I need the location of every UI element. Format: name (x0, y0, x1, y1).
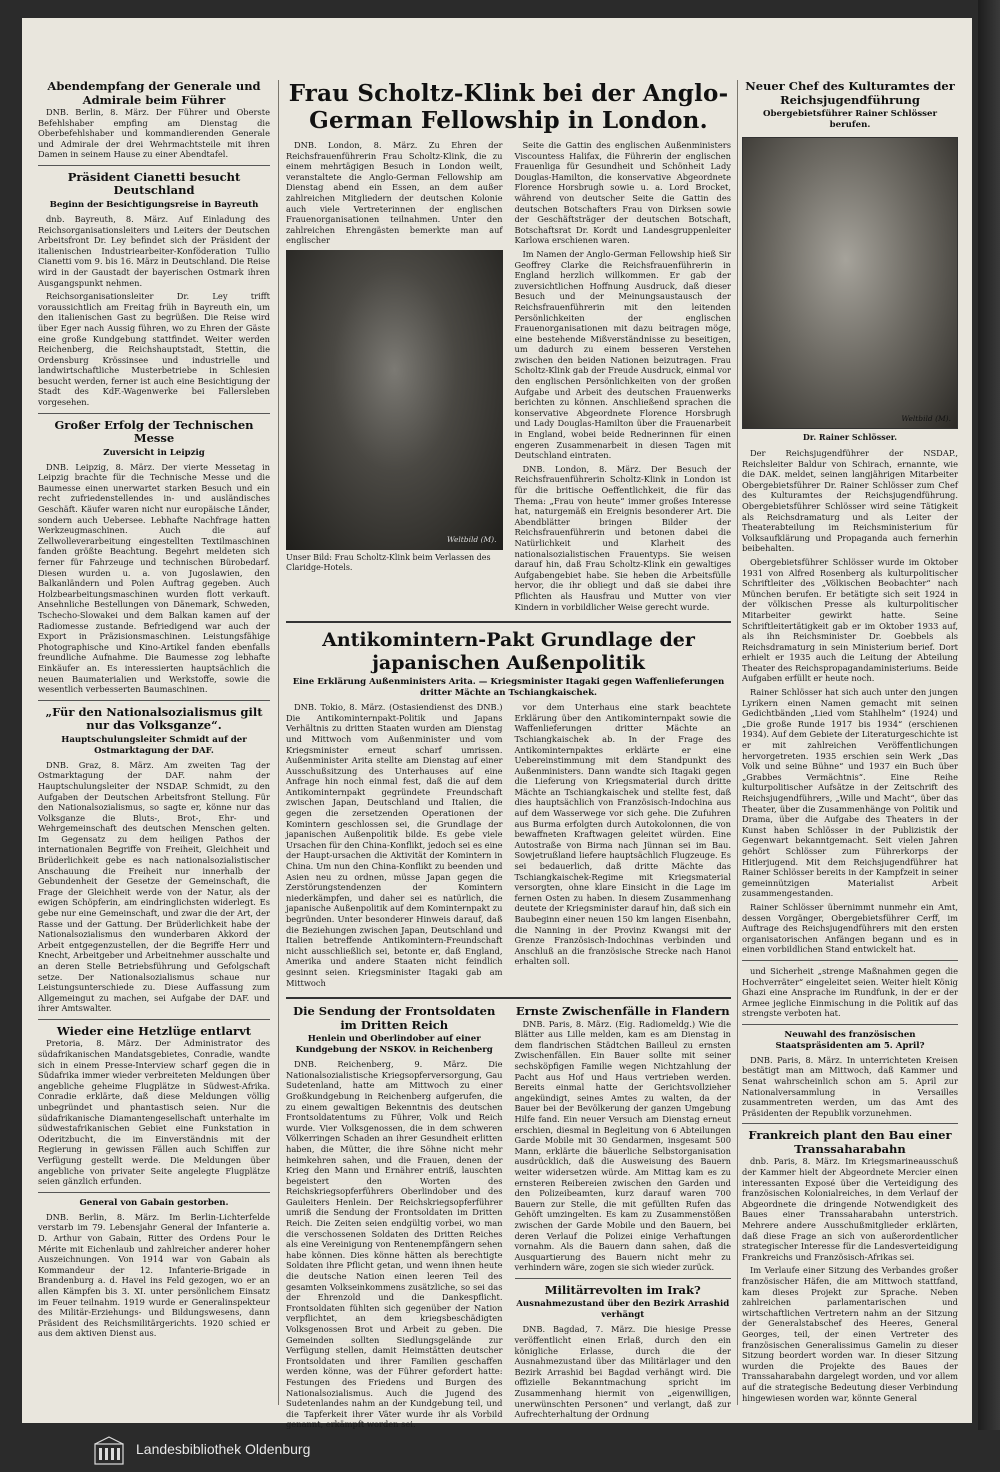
portrait-photo (742, 137, 958, 429)
article-headline: Die Sendung der Frontsoldaten im Dritten Reich (293, 1004, 496, 1032)
article-text: DNB. Tokio, 8. März. (Ostasiendienst des DNB.) Die Antikominternpakt-Politik und Japans Verhältnis zu dritten Staaten wurden am Dienstag und Mittwoch vom Außenminister und vom Kriegsminister erneut scharf umrissen. Außenminister Arita stellte am Dienstag auf einer Ausschußsitzung des Unterhauses auf eine Anfrage hin noch einmal fest, daß die auf dem Antikominternpakt gegründete Freundschaft zwischen Japan, Deutschland und Italien, die gegen die zersetzenden Operationen der Komintern geschlossen sei, die Grundlage der japanischen Außenpolitik bilde. Es gebe viele Ursachen für den China-Konflikt, jedoch sei es eine der Haupt-ursachen die Aktivität der Komintern in China. Um nun den China-Konflikt zu beenden und Asien neu zu ordnen, müsse Japan gegen die Zerstörungstendenzen der Komintern niederkämpfen, und daher sei es natürlich, die japanische Außenpolitik auf dem Kominternpakt zu begründen. Unter besonderer Hinweis darauf, daß die Beziehungen zwischen Japan, Deutschland und Italien betreffende Antikomintern-Freundschaft nicht ausschließlich sei, betonte er, daß England, Amerika und andere Staaten nicht feindlich gesinnt seien. Kriegsminister Itagaki gab am Mittwoch (286, 702, 503, 988)
article-headline: Neuer Chef des Kulturamtes der Reichsjugendführung (745, 79, 955, 107)
article-subheadline: Ausnahmezustand über den Bezirk Arrashid verhängt (516, 1299, 730, 1321)
article-text: Der Reichsjugendführer der NSDAP., Reichsleiter Baldur von Schirach, ernannte, wie die DAK. meldet, seinen langjährigen Mitarbeiter Obergebietsführer Dr. Rainer Schlösser zum Chef des Kulturamtes der Reichsjugendführung. Obergebietsführer Schlösser wird seine Tätigkeit als Reichsdramaturg und als Leiter der Theaterabteilung im Reichsministerium für Volksaufklärung und Propaganda auch fernerhin beibehalten. (742, 448, 958, 554)
article-text: DNB. Graz, 8. März. Am zweiten Tag der Ostmarktagung der DAF. nahm der Hauptschulungsleiter der NSDAP. Schmidt, zu den Aufgaben der Deutschen Arbeitsfront Stellung. Für den Nationalsozialismus, so sagte er, könne nur das Volksganze die Bluts-, Brot-, Ehr- und Wehrgemeinschaft des deutschen Menschen gelten. Im Gegensatz zu dem heiligen Pathos der internationalen Begriffe von Freiheit, Gleichheit und Brüderlichkeit gebe es nach nationalsozialistischer Anschauung die Freiheit nur innerhalb der Gebundenheit der Gesetze der Gemeinschaft, die Frage der Gleichheit werde von der Natur, als der ewigen Schöpferin, am eindringlichsten widerlegt. Es gebe nur eine Gemeinschaft, und zwar die der Art, der Rasse und der Gattung. Der Brüderlichkeit habe der Nationalsozialismus den wunderbaren Akkord der Arbeit entgegenzustellen, der die Begriffe Herr und Knecht, Arbeitgeber und Arbeitnehmer ausschalte und an deren Stelle Betriebsführung und Gefolgschaft setze. Der Nationalsozialismus schaue nur Leistungsunterschiede zu. Diese Auffassung zum Allgemeingut zu machen, sei Aufgabe der DAF. und ihrer Amtswalter. (38, 759, 270, 1014)
book-spine (978, 0, 1000, 1440)
article-text: DNB. Paris, 8. März. (Eig. Radiomeldg.) Wie die Blätter aus Lille melden, kam es am Dienstag in dem flandrischen Städtchen Bailleul zu ernsten Zwischenfällen. Ein Bauer sollte mit seiner sechsköpfigen Familie wegen Nichtzahlung der Pacht aus Hof und Haus vertrieben werden. Bereits einmal hatte der Gerichtsvollzieher angekündigt, seines Amtes zu walten, da der Bauer bei der Bevölkerung der ganzen Umgebung Hilfe fand. Ein neuer Versuch am Dienstag erneut erschien, diesmal in Begleitung von 6 Abteilungen Garde Mobile mit 30 Gendarmen, insgesamt 500 Mann, erklärte die bäuerliche Selbstorganisation ausdrücklich, daß die Ausweisung des Bauern weiter widersetzen würde. Am Mittag kam es zu ernsteren Reibereien zwischen den Garden und den Polizeibeamten, kurz darauf waren 700 Bauern zur Stelle, die mit gefüllten Rufen das Gehöft umzingelten. Es kam zu Zusammenstößen zwischen der Garde Mobile und den Bauern, bei deren Verlauf die Polizei einige Verhaftungen vornahm. Als die Bauern dann sahen, daß die Ausquartierung des Bauern nicht mehr zu verhindern wäre, zogen sie sich wieder zurück. (514, 1018, 731, 1273)
article-subheadline: Obergebietsführer Rainer Schlösser berufen. (763, 109, 937, 130)
article-text: Obergebietsführer Schlösser wurde im Oktober 1931 von Alfred Rosenberg als kulturpolitischer Schriftleiter des „Völkischen Beobachter“ nach München berufen. Er betätigte sich seit 1924 in der völkischen Presse als kulturpolitischer Mitarbeiter gewirkt hatte. Seine Schriftleitertätigkeit gab er im Oktober 1933 auf, als ihn Reichsminister Dr. Goebbels als Reichsdramaturg in sein Ministerium berief. Dort erhielt er 1935 auch die Leitung der Abteilung Theater des Reichspropagandaministeriums. Beide Aufgaben erfüllt er heute noch. (742, 556, 958, 684)
photo-caption: Dr. Rainer Schlösser. (802, 432, 898, 442)
article-text: DNB. Leipzig, 8. März. Der vierte Messetag in Leipzig brachte für die Technische Messe und die Baumesse einen unerwartet starken Besuch und ein recht zufriedenstellendes in- und ausländisches Geschäft. Käufer waren nicht nur europäische Länder, sondern auch Uebersee. Lebhafte Nachfrage hatten Werkzeugmaschinen. Auch die auf Zellwolleverarbeitung eingestellten Textilmaschinen fanden größte Beachtung. Begehrt meldeten sich ferner für Fahrzeuge und technischen Bürobedarf. Diesen wurden u. a. von Jugoslawien, den Balkanländern und Polen Auftrag gegeben. Auch Holzbearbeitungsmaschinen wurden flott verkauft. Ansehnliche Bestellungen von Dänemark, Schweden, Tschecho-Slowakei und dem Balkan kamen auf der Radiomesse zustande. Befriedigend war auch der Export in Präzisionsmaschinen. Leistungsfähige Photographische und Kino-Artikel fanden ebenfalls freundliche Aufnahme. Die Baumesse zog lebhafte Einkäufer an. Es interessierten hauptsächlich die neuen Baumaterialien und Werkstoffe, sowie die wesentlich verbesserten Baumaschinen. (38, 461, 270, 695)
center-column (286, 80, 731, 1430)
divider (742, 1024, 958, 1025)
divider (38, 1019, 270, 1020)
article-text: Seite die Gattin des englischen Außenministers Viscountess Halifax, die Führerin der englischen Frauenliga für Gesundheit und Schönheit Lady Douglas-Hamilton, die konservative Abgeordnete Florence Horsbrugh sowie u. a. Lord Brocket, während von deutscher Seite die Gattin des deutschen Botschafters Frau von Dirksen sowie der Geschäftsträger der deutschen Botschaft, Botschaftsrat Dr. Kordt und Landesgruppenleiter Karlowa erschienen waren. (514, 140, 731, 246)
photo-caption: Unser Bild: Frau Scholtz-Klink beim Verlassen des Claridge-Hotels. (286, 552, 491, 572)
article-text: Im Verlaufe einer Sitzung des Verbandes großer französischer Häfen, die am Mittwoch stattfand, kam dieses Projekt zur Sprache. Neben zahlreichen parlamentarischen und wirtschaftlichen Vertretern nahm an der Sitzung der Generalstabschef des Heeres, General Georges, teil, der einen Vertreter des französischen Generalissimus Gamelin zu dieser Sitzung beordert worden war. In dieser Sitzung wurden die Projekte des Baues der Transsaharabahn dargelegt worden, und vor allem auf die strategische Bedeutung dieser Verbindung hingewiesen worden war, könnte General (742, 1265, 958, 1403)
article-text: DNB. Berlin, 8. März. Im Berlin-Lichterfelde verstarb im 79. Lebensjahr General der Infanterie a. D. Arthur von Gabain, Ritter des Ordens Pour le Mérite mit Eichenlaub und zahlreicher anderer hoher Auszeichnungen. Von 1914 war von Gabain als Kommandeur der 12. Infanterie-Brigade in Brandenburg a. d. Havel ins Feld gezogen, wo er an allen Kämpfen bis 3. XI. unter persönlichem Einsatz im Feuer teilnahm. 1919 wurde er Generalinspekteur des Militär-Erziehungs- und Bildungswesens, dann Präsident des Reichsmilitärgerichts. 1920 schied er aus dem aktiven Dienst aus. (38, 1211, 270, 1339)
article-subheadline: Beginn der Besichtigungsreise in Bayreuth (49, 199, 259, 210)
library-logo-icon (94, 1436, 124, 1466)
article-text: dnb. Paris, 8. März. Im Kriegsmarineausschuß der Kammer hielt der Abgeordnete Mercier einen interessanten Exposé über die Verteidigung des französischen Kolonialreiches, in dem Verlauf der Abgeordnete die dringende Notwendigkeit des Baues einer Transsaharabahn unterstrich. Mehrere andere Ausschußmitglieder erklärten, daß diese Frage an sich von außerordentlicher strategischer Interesse für die Landesverteidigung Frankreichs und Französisch-Afrikas sei. (742, 1156, 958, 1262)
divider (515, 1278, 732, 1279)
article-text: dnb. Bayreuth, 8. März. Auf Einladung des Reichsorganisationsleiters und Leiters der Deutschen Arbeitsfront Dr. Ley befindet sich der Präsident der italienischen Industriearbeiter-Konföderation Tullio Cianetti vom 9. bis 16. März in Deutschland. Die Reise wird in der Gaustadt der bayerischen Ostmark ihren Ausgangspunkt nehmen. (38, 213, 270, 288)
article-headline: Frankreich plant den Bau einer Transsaharabahn (748, 1128, 952, 1156)
divider (742, 960, 958, 961)
column-rule (278, 80, 279, 1405)
main-headline: Frau Scholtz-Klink bei der Anglo-German Fellowship in London. (288, 80, 729, 134)
article-text: Rainer Schlösser übernimmt nunmehr ein Amt, dessen Vorgänger, Obergebietsführer Cerff, im Auftrage des Reichsjugendführers mit den ersten organisatorischen Anfängen begann und es in einen vorbildlichen Stand entwickelt hat. (742, 901, 958, 955)
article-headline: Neuwahl des französischen Staatspräsidenten am 5. April? (775, 1029, 925, 1051)
article-text: DNB. Berlin, 8. März. Der Führer und Oberste Befehlshaber empfing am Dienstag die Oberbefehlshaber und kommandierenden Generale und Admirale der drei Wehrmachtsteile mit ihren Damen in seinem Hause zu einer Abendtafel. (38, 107, 270, 160)
article-text: und Sicherheit „strenge Maßnahmen gegen die Hochverräter“ eingeleitet seien. Weiter hielt König Ghazi eine Ansprache im Rundfunk, in der er der Armee jegliche Einmischung in die Politik auf das strengste verboten hat. (742, 965, 958, 1019)
article-text: Rainer Schlösser hat sich auch unter den jungen Lyrikern einen Namen gemacht mit seinen Gedichtbänden „Lied vom Stahlhelm“ (1924) und „Die große Runde 1917 bis 1934“ (erschienen 1934). Auf dem Gebiete der Literaturgeschichte ist er mit zahlreichen Veröffentlichungen hervorgetreten. 1935 erschien sein Werk „Das Volk und seine Bühne“ und 1937 ein Buch über „Grabbes Vermächtnis“. Eine Reihe kulturpolitischer Aufsätze in der Zeitschrift des Reichsjugendführers, „Wille und Macht“, über das Theater, über die Zusammenhänge von Politik und Drama, über die Aufgabe des Theaters in der Kunst haben Schlösser in der Publizistik der Gegenwart bekanntgemacht. Seit vielen Jahren gehört Schlösser zum Führerkorps der Hitlerjugend. Mit dem Reichsjugendführer hat Rainer Schlösser bereits in der Kampfzeit in seiner gemeinnützigen Materialist Arbeit zusammengestanden. (742, 687, 958, 899)
divider (38, 413, 270, 414)
article-text: DNB. Bagdad, 7. März. Die hiesige Presse veröffentlicht einen Erlaß, durch den ein königliche Erlasse, durch die der Ausnahmezustand über das Militärlager und den Bezirk Arrashid bei Bagdad verhängt wird. Die offizielle Bekanntmachung spricht im Zusammenhang hiermit von „eigenwilligen, unerwünschten Personen“ und verlangt, daß zur Aufrechterhaltung der Ordnung (514, 1324, 731, 1420)
photo-credit: Weltbild (M). (901, 414, 951, 424)
article-headline: Wieder eine Hetzlüge entlarvt (56, 1023, 252, 1038)
library-name[interactable]: Landesbibliothek Oldenburg (136, 1441, 311, 1457)
article-text: DNB. London, 8. März. Der Besuch der Reichsfrauenführerin Scholtz-Klink in London ist für die britische Oeffentlichkeit, die für das Thema: „Frau von heute“ immer großes Interesse hat, naturgemäß ein Ereignis besonderer Art. Die Abendblätter bringen Bilder der Reichsfrauenführerin und betonen dabei die Natürlichkeit und Klarheit des nationalsozialistischen Frauentyps. Sie weisen darauf hin, daß Frau Scholtz-Klink ein gewaltiges Aufgabengebiet habe. Sie heben die Arbeitsfülle hervor, die ihr obliegt und daß sie dabei ihre Pflichten als Hausfrau und Mutter von vier Kindern in vorbildlicher Weise gerecht wurde. (514, 463, 731, 612)
footer-bar (0, 1430, 1000, 1472)
article-headline: „Für den Nationalsozialismus gilt nur das Volksganze“. (45, 704, 263, 733)
article-subheadline: Zuversicht in Leipzig (103, 447, 205, 458)
article-text: Reichsorganisationsleiter Dr. Ley trifft voraussichtlich am Freitag früh in Bayreuth ein, um den italienischen Gast zu begrüßen. Die Reise wird über Eger nach Aussig führen, wo zu Ehren der Gäste eine große Kundgebung stattfindet. Weiter werden Reichenberg, die Reichshauptstadt, Stettin, die Ordensburg Krössinsee und industrielle und landwirtschaftliche Musterbetriebe in Schlesien besucht werden, ferner ist auch eine Besichtigung der Stadt des KdF.-Wagenwerke bei Fallersleben vorgesehen. (38, 291, 270, 408)
article-headline: Militärrevolten im Irak? (544, 1282, 701, 1297)
divider (286, 621, 731, 623)
article-text: DNB. London, 8. März. Zu Ehren der Reichsfrauenführerin Frau Scholtz-Klink, die zu einem mehrtägigen Besuch in London weilt, veranstaltete die Anglo-German Fellowship am Dienstag abend ein Essen, an dem außer zahlreichen Mitgliedern der deutschen Kolonie auch viele Vertreterinnen der englischen Frauenorganisationen teilnahmen. Unter den zahlreichen Ehrengästen bemerkte man auf englischer (286, 140, 503, 246)
article-headline: Präsident Cianetti besucht Deutschland (67, 169, 241, 198)
column-rule (737, 80, 738, 1405)
divider (38, 165, 270, 166)
photo-credit: Weltbild (M). (446, 535, 497, 545)
right-column (742, 80, 958, 1405)
article-headline: Abendempfang der Generale und Admirale beim Führer (47, 79, 261, 107)
divider (38, 700, 270, 701)
article-subheadline: Eine Erklärung Außenministers Arita. — Kriegsminister Itagaki gegen Waffenlieferungen dritter Mächte an Tschiangkaischek. (292, 677, 725, 699)
article-subheadline: Hauptschulungsleiter Schmidt auf der Ostmarktagung der DAF. (61, 734, 247, 756)
divider (742, 1123, 958, 1124)
article-headline: General von Gabain gestorben. (79, 1197, 229, 1208)
article-headline: Ernste Zwischenfälle in Flandern (515, 1004, 730, 1019)
article-subheadline: Henlein und Oberlindober auf einer Kundgebung der NSKOV. in Reichenberg (295, 1034, 493, 1056)
article-text: vor dem Unterhaus eine stark beachtete Erklärung über den Antikominternpakt sowie die Waffenlieferungen dritter Mächte an Tschiangkaischek ab. In der Frage des Antikominternpaktes erklärte er eine Uebereinstimmung mit dem Standpunkt des Außenministers. Dann wandte sich Itagaki gegen die Lieferung von Kriegsmaterial durch dritte Mächte an Tschiangkaischek und stellte fest, daß dies hauptsächlich von Französisch-Indochina aus auf dem Wasserwege vor sich gehe. Die Zufuhren aus Burma erfolgten durch Autokolonnen, die von bewaffneten Kraftwagen geleitet würden. Eine Autostraße von Birma nach Jünnan sei im Bau. Sowjetrußland liefere hauptsächlich Flugzeuge. Es sei bedauerlich, daß dritte Mächte das Tschiangkaischek-Regime mit Kriegsmaterial versorgten, ohne klare Einsicht in die Lage im fernen Osten zu haben. In diesem Zusammenhang deutete der Kriegsminister darauf hin, daß sich ein Baubeginn einer neuen 150 km langen Eisenbahn, die Nanning in der Provinz Kwangsi mit der Grenze Französisch-Indochinas verbinden und Anschluß an die französische Strecke nach Hanoi erhalten soll. (514, 702, 731, 967)
article-headline: Großer Erfolg der Technischen Messe (54, 417, 254, 446)
divider (286, 997, 731, 999)
article-text: Im Namen der Anglo-German Fellowship hieß Sir Geoffrey Clarke die Reichsfrauenführerin in England herzlich willkommen. Er gab der zuversichtlichen Hoffnung Ausdruck, daß dieser Besuch und der Meinungsaustausch der Reichsfrauenführerin mit den leitenden Persönlichkeiten der englischen Frauenorganisationen mit dazu beitragen möge, eine bestehende Mißverständnisse zu beseitigen, um dadurch zu einem besseren Verstehen zwischen den beiden Nationen beizutragen. Frau Scholtz-Klink gab der Freude Ausdruck, einmal vor den englischen Persönlichkeiten von der großen Aufgabe und Arbeit des deutschen Frauenwerks berichten zu können. Anschließend sprachen die konservative Abgeordnete Florence Horsbrugh und Lady Douglas-Hamilton über die Frauenarbeit in England, wobei beide Rednerinnen für einen engeren Zusammenarbeit in diesen Tagen mit Deutschland eintraten. (514, 248, 731, 461)
article-text: Pretoria, 8. März. Der Administrator des südafrikanischen Mandatsgebietes, Conradie, wandte sich in einem Presse-Interview scharf gegen die in Südafrika immer wieder verbreiteten Meldungen über angebliche geheime Flugplätze in Südwest-Afrika. Conradie erklärte, daß diese Meldungen völlig unbegründet und phantastisch seien. Nur die südafrikanische Diamantengesellschaft unterhalte im südwestafrikanischen Gebiet eine Funkstation in Oderitzbucht, die im Einverständnis mit der Regierung in gewissen Fällen auch Schiffen zur Verfügung gestellt werde. Die Meldungen über angebliche von privater Seite angelegte Flugplätze seien gänzlich erfunden. (38, 1038, 270, 1187)
press-photo (286, 250, 503, 550)
left-column (38, 80, 270, 1405)
article-headline: Antikomintern-Pakt Grundlage der japanischen Außenpolitik (322, 629, 695, 675)
divider (38, 1192, 270, 1193)
article-text: DNB. Reichenberg, 9. März. Die Nationalsozialistische Kriegsopferversorgung, Gau Sudetenland, hatte am Mittwoch zu einer Großkundgebung in Reichenberg aufgerufen, die zu einem gewaltigen Bekenntnis des deutschen Frontsoldatentums zu Führer, Volk und Reich wurde. Vier Volksgenossen, die in dem schweren Völkerringen Schaden an ihrer Gesundheit erlitten haben, die Mütter, die ihre Söhne nicht mehr heimkehren sahen, und die Frauen, denen der Krieg den Mann und Ernährer entriß, lauschten begeistert den Worten des Reichskriegsopferführers Oberlindober und des Gauleiters Henlein. Der Reichskriegsopferführer umriß die Sendung der Frontsoldaten im Dritten Reich. Die Zeiten seien endgültig vorbei, wo man die verschossenen Soldaten des Dritten Reiches als eine Vereinigung von Rentenempfängern sehen habe können. Dies könne hätten als berechtigte Soldaten ihre Pflicht getan, und wenn ihnen heute die deutsche Nation einen leeren Teil des gesamten Volkseinkommens zusätzliche, so sei das der Ehrenzold und die Dankespflicht. Frontsoldaten fühlten sich gegenüber der Nation verpflichtet, an dem kriegsbeschädigten Volksgenossen Brot und Arbeit zu geben. Die Gemeinden sollten Siedlungsgelände zur Verfügung stellen, damit Heimstätten deutscher Frontsoldaten und ihrer Familien geschaffen werden könne, was der Führer gefordert hatte: Festungen des Friedens und Burgen des Nationalsozialismus. Auch die Jugend des Sudetenlandes nahm an der Kundgebung teil, und die Tapferkeit ihrer Väter wurde ihr als Vorbild genannt, erkämpft worden sei. (286, 1059, 503, 1430)
article-text: DNB. Paris, 8. März. In unterrichteten Kreisen bestätigt man am Mittwoch, daß Kammer und Senat wahrscheinlich schon am 5. April zur Nationalversammlung in Versailles zusammentreten werden, um das Amt des Präsidenten der Republik vorzunehmen. (742, 1054, 958, 1118)
